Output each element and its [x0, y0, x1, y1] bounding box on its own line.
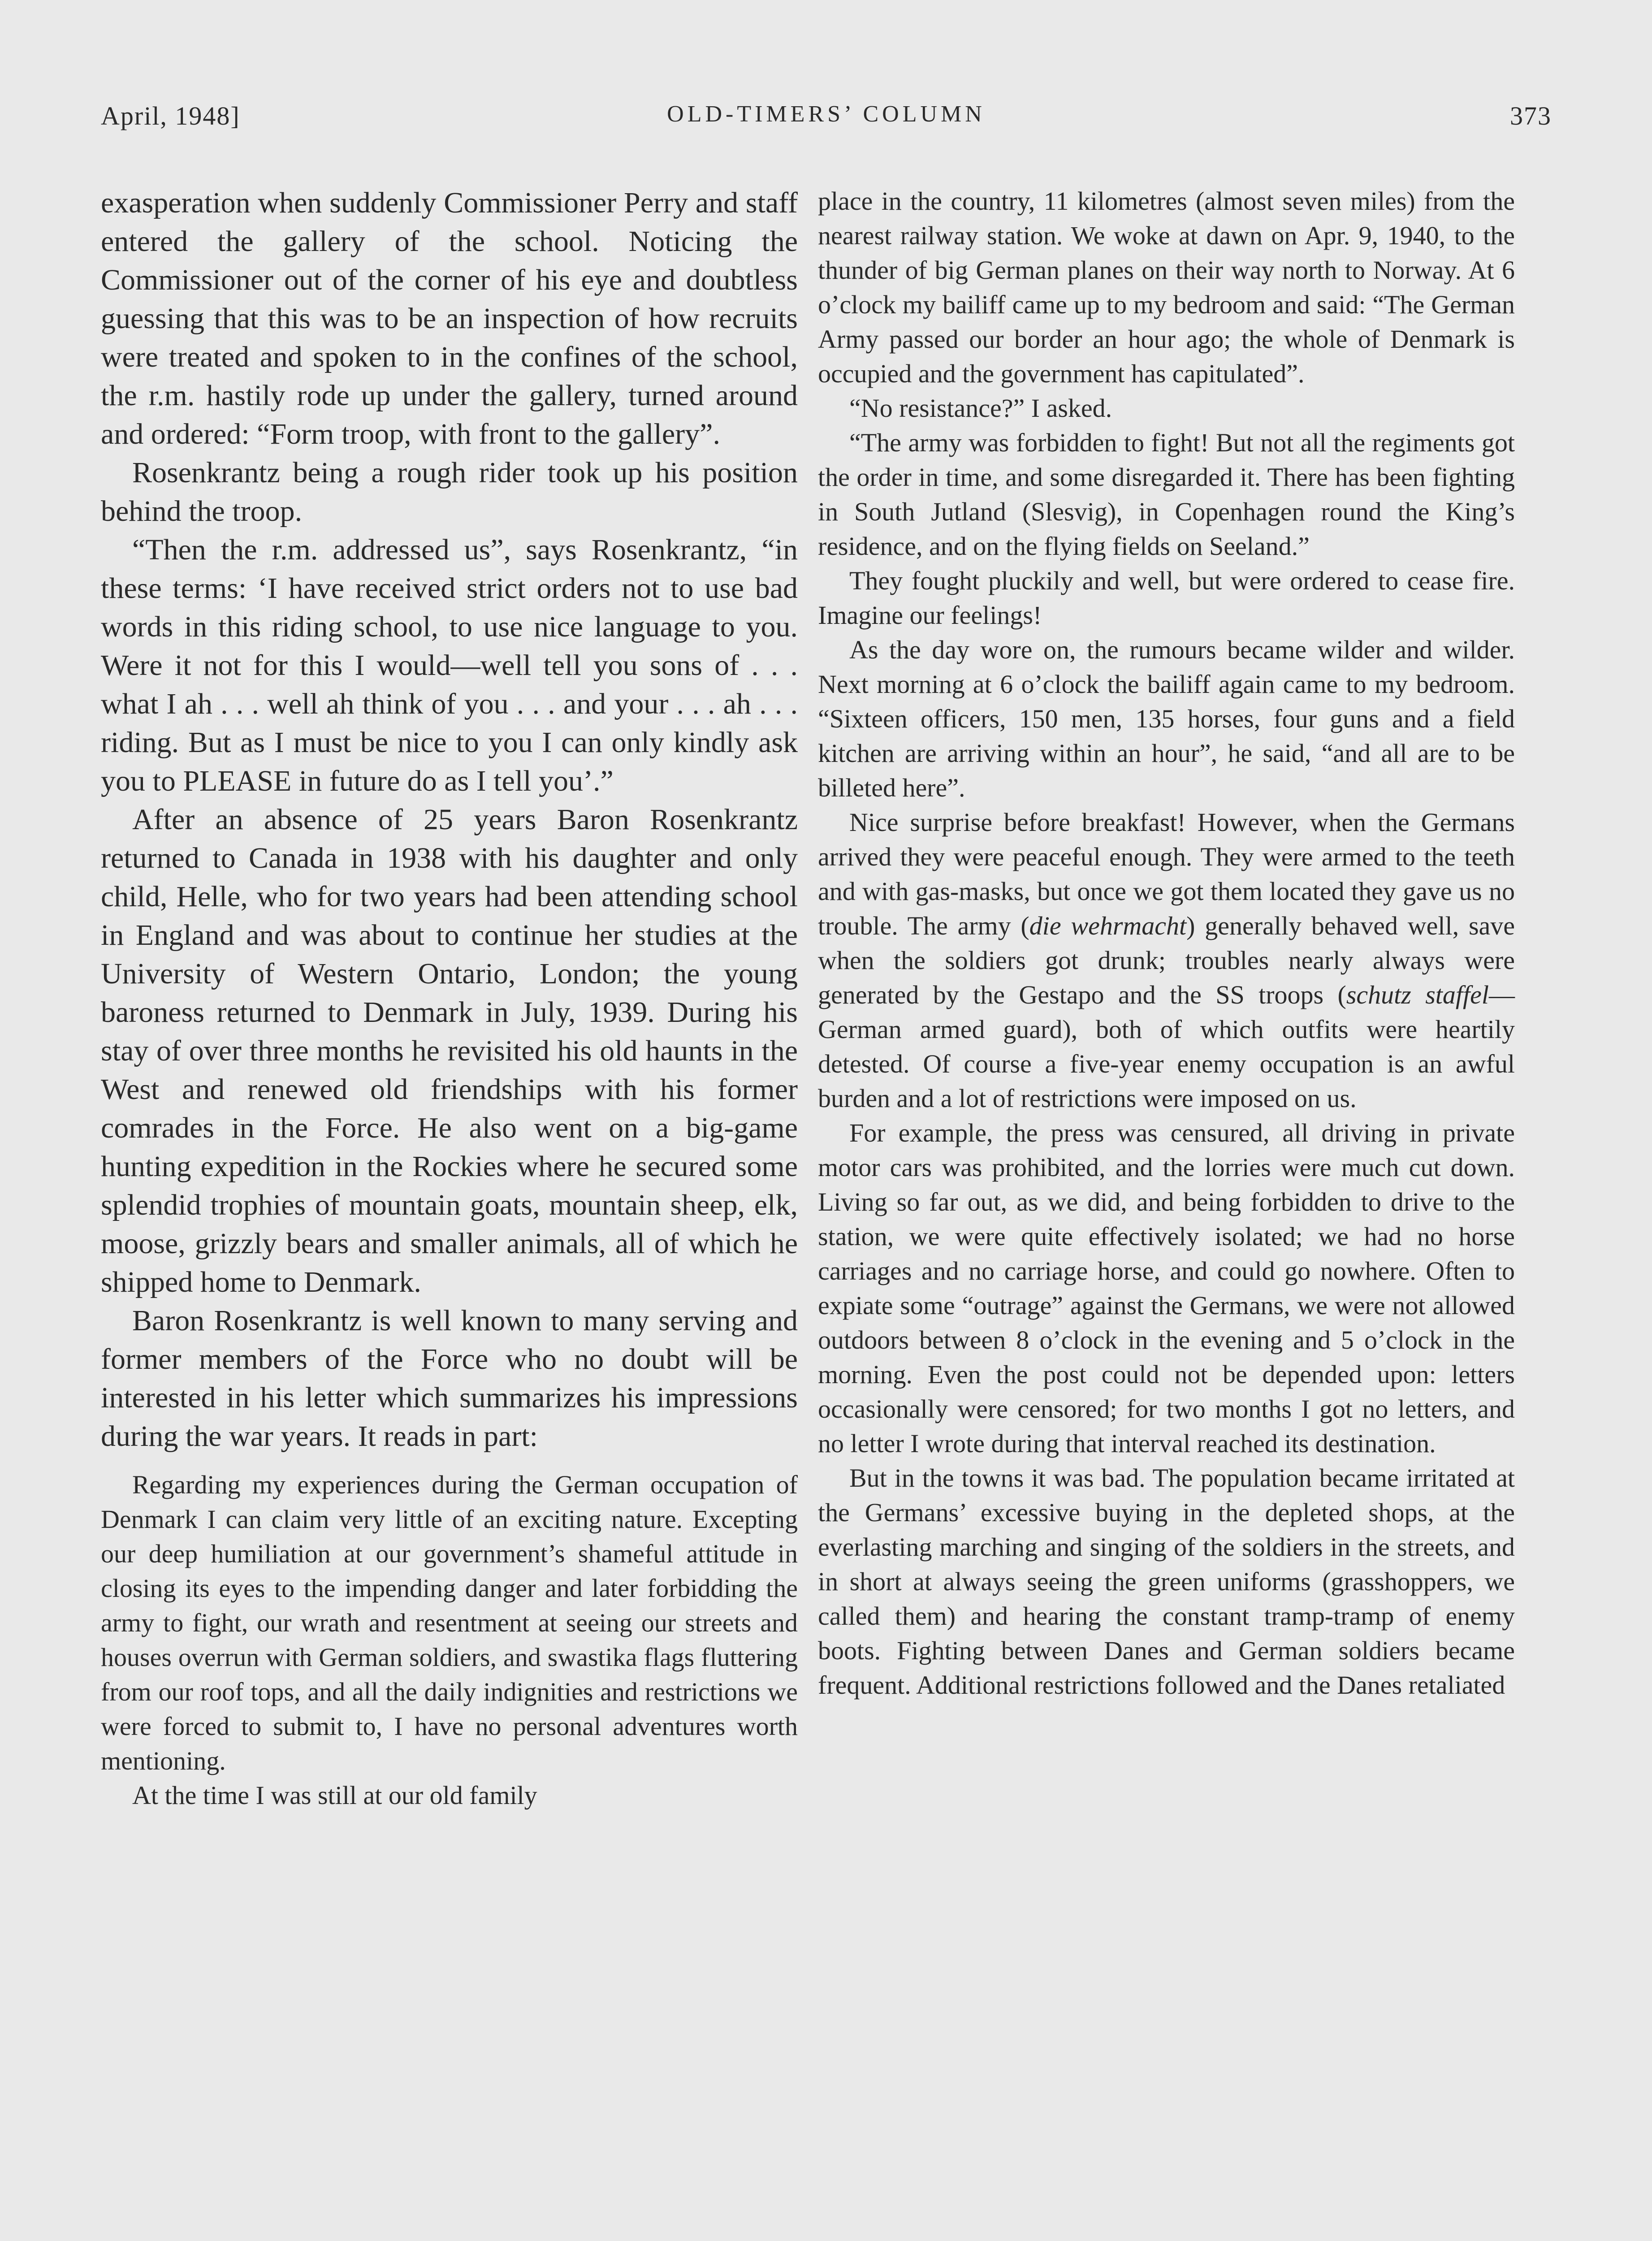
- letter-paragraph: “No resistance?” I asked.: [849, 394, 1112, 423]
- text-run: ) generally behaved well, save when the soldiers got drunk; troubles nearly always were generated by the Gestapo and the SS troops (: [818, 911, 1515, 1009]
- paragraph: “Then the r.m. addressed us”, says Rosenkrantz, “in these terms: ‘I have received strict orders not to use bad words in this riding school, to use nice language to you. Were it not for this I would—well tell you sons of . . . what I ah . . . well ah think of you . . . and your . . . ah . . . riding. But as I must be nice to you I can only kindly ask you to PLEASE in future do as I tell you’.”: [101, 533, 798, 797]
- paragraph: Rosenkrantz being a rough rider took up his position behind the troop.: [101, 456, 798, 528]
- column-title: OLD-TIMERS’ COLUMN: [667, 101, 986, 127]
- letter-paragraph: place in the country, 11 kilometres (almost seven miles) from the nearest railway station. We woke at dawn on Apr. 9, 1940, to the thunder of big German planes on their way north to Norway. At 6 o’clock my bailiff came up to my bedroom and said: “The German Army passed our border an hour ago; the whole of Denmark is occupied and the government has capitulated”.: [818, 186, 1515, 388]
- right-column: [818, 184, 1515, 1702]
- letter-paragraph: At the time I was still at our old family: [132, 1781, 537, 1810]
- issue-date: April, 1948]: [101, 101, 240, 130]
- italic-term: die wehrmacht: [1029, 911, 1187, 940]
- paragraph: Baron Rosenkrantz is well known to many serving and former members of the Force who no doubt will be interested in his letter which summarizes his impressions during the war years. It reads in part:: [101, 1304, 798, 1453]
- letter-paragraph: But in the towns it was bad. The population became irritated at the Germans’ excessive buying in the depleted shops, at the everlasting marching and singing of the soldiers in the streets, and in short at always seeing the green uniforms (grasshoppers, we called them) and hearing the constant tramp-tramp of enemy boots. Fighting between Danes and German soldiers became frequent. Additional restrictions followed and the Danes retaliated: [818, 1463, 1515, 1700]
- paragraph: After an absence of 25 years Baron Rosenkrantz returned to Canada in 1938 with his daughter and only child, Helle, who for two years had been attending school in England and was about to continue her studies at the University of Western Ontario, London; the young baroness returned to Denmark in July, 1939. During his stay of over three months he revisited his old haunts in the West and renewed old friendships with his former comrades in the Force. He also went on a big-game hunting expedition in the Rockies where he secured some splendid trophies of mountain goats, mountain sheep, elk, moose, grizzly bears and smaller animals, all of which he shipped home to Denmark.: [101, 803, 798, 1298]
- text-run: —German armed guard), both of which outfits were heartily detested. Of course a five-year enemy occupation is an awful burden and a lot of restrictions were imposed on us.: [818, 980, 1515, 1113]
- letter-paragraph: “The army was forbidden to fight! But not all the regiments got the order in time, and some disregarded it. There has been fighting in South Jutland (Slesvig), in Copenhagen round the King’s residence, and on the flying fields on Seeland.”: [818, 428, 1515, 561]
- letter-paragraph: For example, the press was censured, all driving in private motor cars was prohibited, and the lorries were much cut down. Living so far out, as we did, and being forbidden to drive to the station, we were quite effectively isolated; we had no horse carriages and no carriage horse, and could go nowhere. Often to expiate some “outrage” against the Germans, we were not allowed outdoors between 8 o’clock in the evening and 5 o’clock in the morning. Even the post could not be depended upon: letters occasionally were censored; for two months I got no letters, and no letter I wrote during that interval reached its destination.: [818, 1118, 1515, 1458]
- page-number: 373: [1510, 101, 1552, 130]
- letter-paragraph: As the day wore on, the rumours became wilder and wilder. Next morning at 6 o’clock the bailiff again came to my bedroom. “Sixteen officers, 150 men, 135 horses, four guns and a field kitchen are arriving within an hour”, he said, “and all are to be billeted here”.: [818, 635, 1515, 802]
- paragraph: exasperation when suddenly Commissioner Perry and staff entered the gallery of the school. Noticing the Commissioner out of the corner of his eye and doubtless guessing that this was to be an inspection of how recruits were treated and spoken to in the confines of the school, the r.m. hastily rode up under the gallery, turned around and ordered: “Form troop, with front to the gallery”.: [101, 186, 798, 450]
- letter-paragraph: [818, 805, 1515, 1116]
- letter-paragraph: They fought pluckily and well, but were ordered to cease fire. Imagine our feelings!: [818, 566, 1515, 630]
- italic-term: schutz staffel: [1346, 980, 1489, 1009]
- running-head: [101, 101, 1552, 141]
- letter-paragraph: Regarding my experiences during the German occupation of Denmark I can claim very little of an exciting nature. Excepting our deep humiliation at our government’s shameful attitude in closing its eyes to the impending danger and later forbidding the army to fight, our wrath and resentment at seeing our streets and houses overrun with German soldiers, and swastika flags fluttering from our roof tops, and all the daily indignities and restrictions we were forced to submit to, I have no personal adventures worth mentioning.: [101, 1470, 798, 1775]
- left-column: [101, 184, 798, 1813]
- text-run: Nice surprise before breakfast! However, when the Germans arrived they were peaceful enough. They were armed to the teeth and with gas-masks, but once we got them located they gave us no trouble. The army (: [818, 808, 1515, 940]
